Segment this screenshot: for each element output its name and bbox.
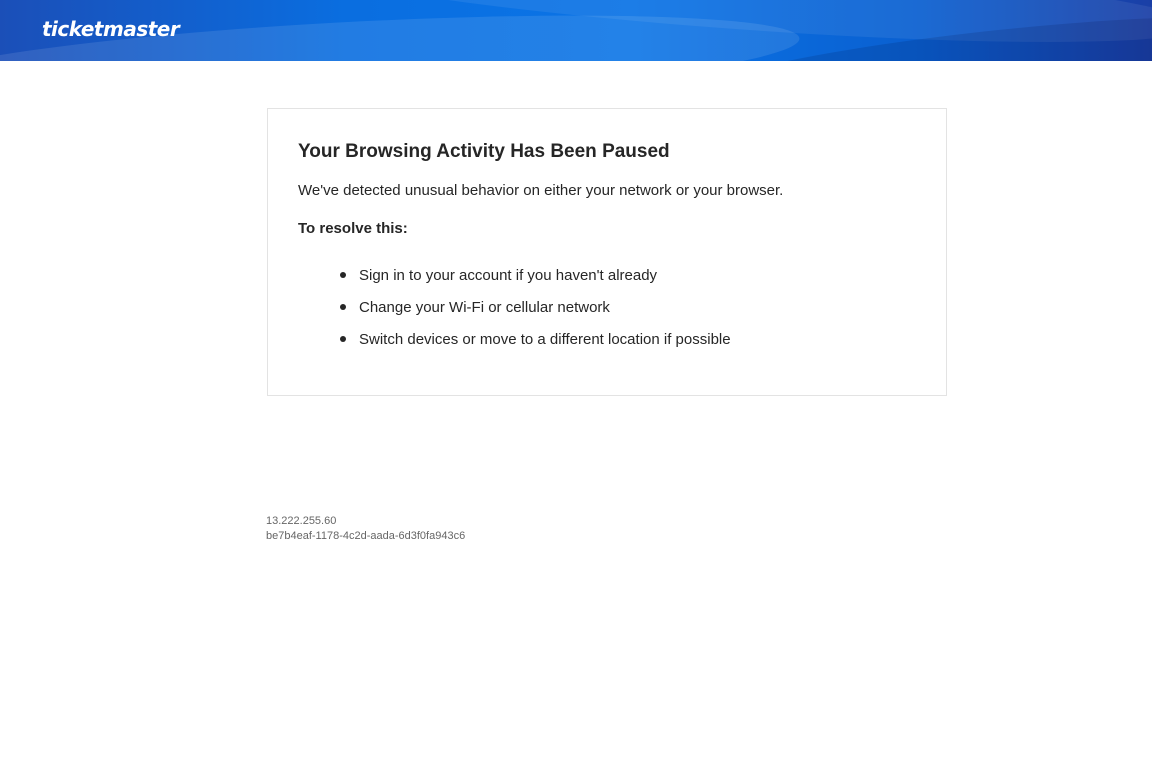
notice-description: We've detected unusual behavior on either your network or your browser.: [298, 182, 784, 199]
step-text: Switch devices or move to a different location if possible: [359, 331, 731, 348]
step-text: Sign in to your account if you haven't already: [359, 267, 658, 284]
ticketmaster-logo[interactable]: ticketmaster: [42, 17, 180, 41]
list-item: [298, 328, 731, 360]
paused-notice-card: [267, 108, 947, 396]
page-title: Your Browsing Activity Has Been Paused: [298, 141, 670, 162]
client-ip-address: 13.222.255.60: [266, 515, 337, 527]
resolve-steps-list: [298, 264, 731, 360]
step-text: Change your Wi-Fi or cellular network: [359, 299, 610, 316]
bullet-icon: [340, 304, 346, 310]
bullet-icon: [340, 272, 346, 278]
list-item: [298, 264, 731, 296]
site-header: [0, 0, 1152, 61]
list-item: [298, 296, 731, 328]
resolve-heading: To resolve this:: [298, 220, 408, 237]
bullet-icon: [340, 336, 346, 342]
request-id: be7b4eaf-1178-4c2d-aada-6d3f0fa943c6: [266, 530, 466, 542]
